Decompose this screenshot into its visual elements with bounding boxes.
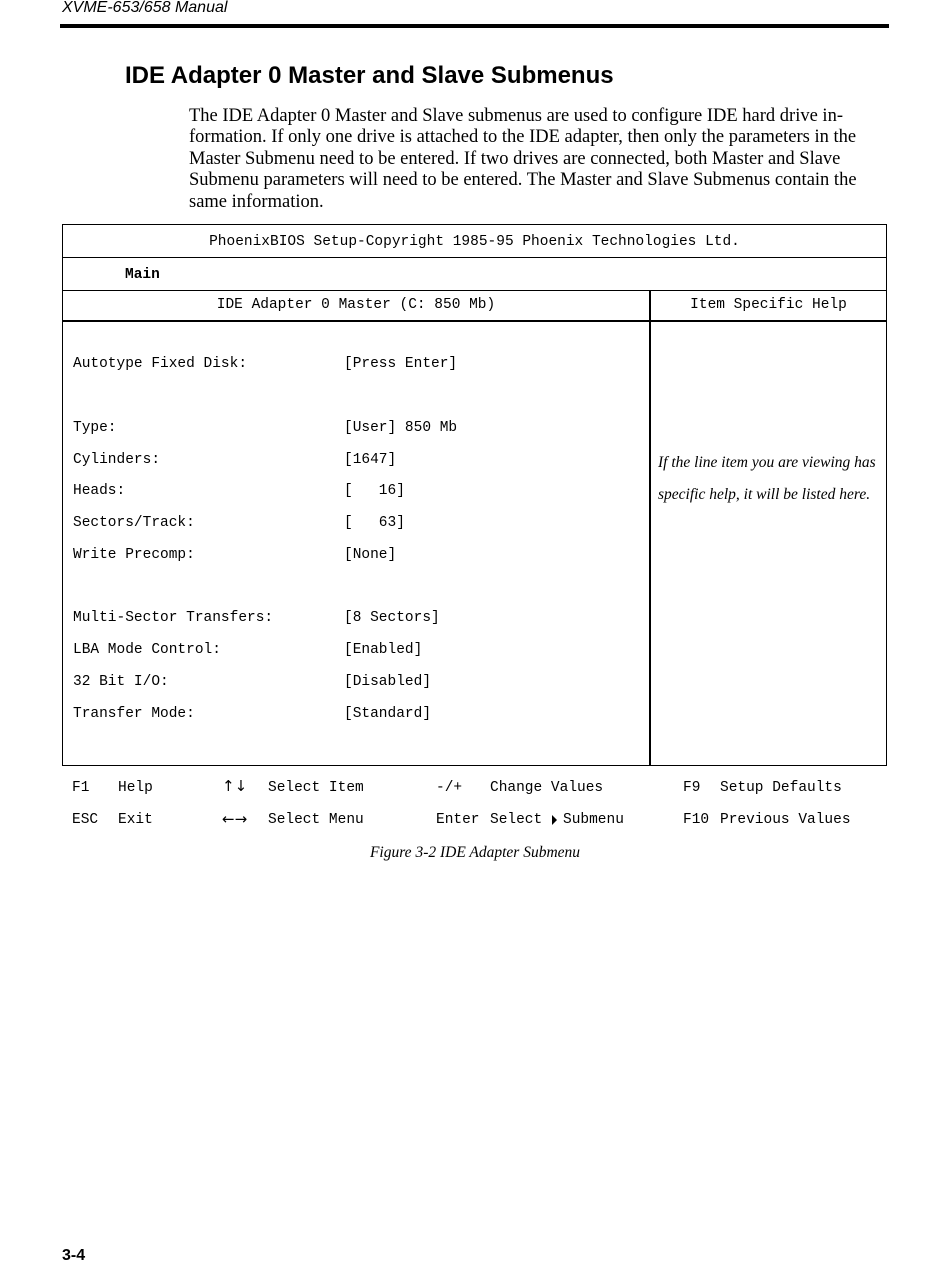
help-title: Item Specific Help: [690, 297, 847, 313]
bios-copyright-bar: PhoenixBIOS Setup-Copyright 1985-95 Phoenix Technologies Ltd.: [63, 225, 886, 258]
field-label-autotype: Autotype Fixed Disk:: [73, 356, 248, 372]
legend-desc-select: Select: [490, 812, 543, 828]
legend-key-esc: ESC: [72, 812, 99, 828]
field-label-lba-mode: LBA Mode Control:: [73, 642, 221, 658]
intro-paragraph: The IDE Adapter 0 Master and Slave submenus are used to configure IDE hard drive in-formation. If only one drive is attached to the IDE adapter, then only the parameters in the Master Submenu need to be entered. If two drives are connected, both Master and Slave Submenu parameters will need to be entered. The Master and Slave Submenus contain the same information.: [189, 106, 857, 212]
section-title: IDE Adapter 0 Master and Slave Submenus: [125, 62, 614, 89]
header-rule: [60, 24, 889, 28]
legend-desc-select-menu: Select Menu: [268, 812, 364, 828]
legend-desc-exit: Exit: [118, 812, 153, 828]
field-label-multi-sector: Multi-Sector Transfers:: [73, 610, 274, 626]
bios-setup-screen: [62, 224, 887, 766]
bios-menu-bar: [63, 258, 886, 291]
legend-desc-setup-defaults: Setup Defaults: [720, 780, 842, 796]
field-value-32bit-io[interactable]: [Disabled]: [344, 674, 432, 690]
left-right-arrows-icon: ←→: [222, 810, 248, 828]
field-value-lba-mode[interactable]: [Enabled]: [344, 642, 423, 658]
field-value-cylinders[interactable]: [1647]: [344, 452, 397, 468]
running-header: XVME-653/658 Manual: [62, 0, 228, 16]
field-value-multi-sector[interactable]: [8 Sectors]: [344, 610, 440, 626]
legend-desc-change-values: Change Values: [490, 780, 604, 796]
panel-divider: [649, 291, 651, 765]
legend-key-f1: F1: [72, 780, 90, 796]
legend-key-f10: F10: [683, 812, 710, 828]
legend-key-enter: Enter: [436, 812, 480, 828]
legend-desc-submenu: Submenu: [563, 812, 624, 828]
field-label-sectors-track: Sectors/Track:: [73, 515, 195, 531]
panel-title: IDE Adapter 0 Master (C: 850 Mb): [216, 297, 496, 313]
field-value-transfer-mode[interactable]: [Standard]: [344, 706, 432, 722]
field-label-heads: Heads:: [73, 483, 126, 499]
field-label-32bit-io: 32 Bit I/O:: [73, 674, 169, 690]
page-number: 3-4: [62, 1247, 86, 1264]
legend-key-minus-plus: -/+: [436, 780, 463, 796]
figure-caption: Figure 3-2 IDE Adapter Submenu: [369, 844, 581, 861]
legend-desc-previous-values: Previous Values: [720, 812, 851, 828]
field-label-transfer-mode: Transfer Mode:: [73, 706, 195, 722]
field-value-sectors-track[interactable]: [ 63]: [344, 515, 405, 531]
legend-key-f9: F9: [683, 780, 701, 796]
legend-desc-select-item: Select Item: [268, 780, 364, 796]
menu-main[interactable]: Main: [125, 267, 160, 283]
submenu-arrow-icon: [552, 815, 557, 825]
field-value-autotype[interactable]: [Press Enter]: [344, 356, 458, 372]
item-help-text: If the line item you are viewing has specific help, it will be listed here.: [658, 454, 876, 503]
field-label-type: Type:: [73, 420, 117, 436]
field-value-type[interactable]: [User] 850 Mb: [344, 420, 458, 436]
field-label-cylinders: Cylinders:: [73, 452, 161, 468]
legend-desc-help: Help: [118, 780, 153, 796]
field-value-heads[interactable]: [ 16]: [344, 483, 405, 499]
title-divider: [63, 320, 886, 322]
up-down-arrows-icon: ↑↓: [222, 777, 248, 795]
field-value-write-precomp[interactable]: [None]: [344, 547, 397, 563]
field-label-write-precomp: Write Precomp:: [73, 547, 195, 563]
